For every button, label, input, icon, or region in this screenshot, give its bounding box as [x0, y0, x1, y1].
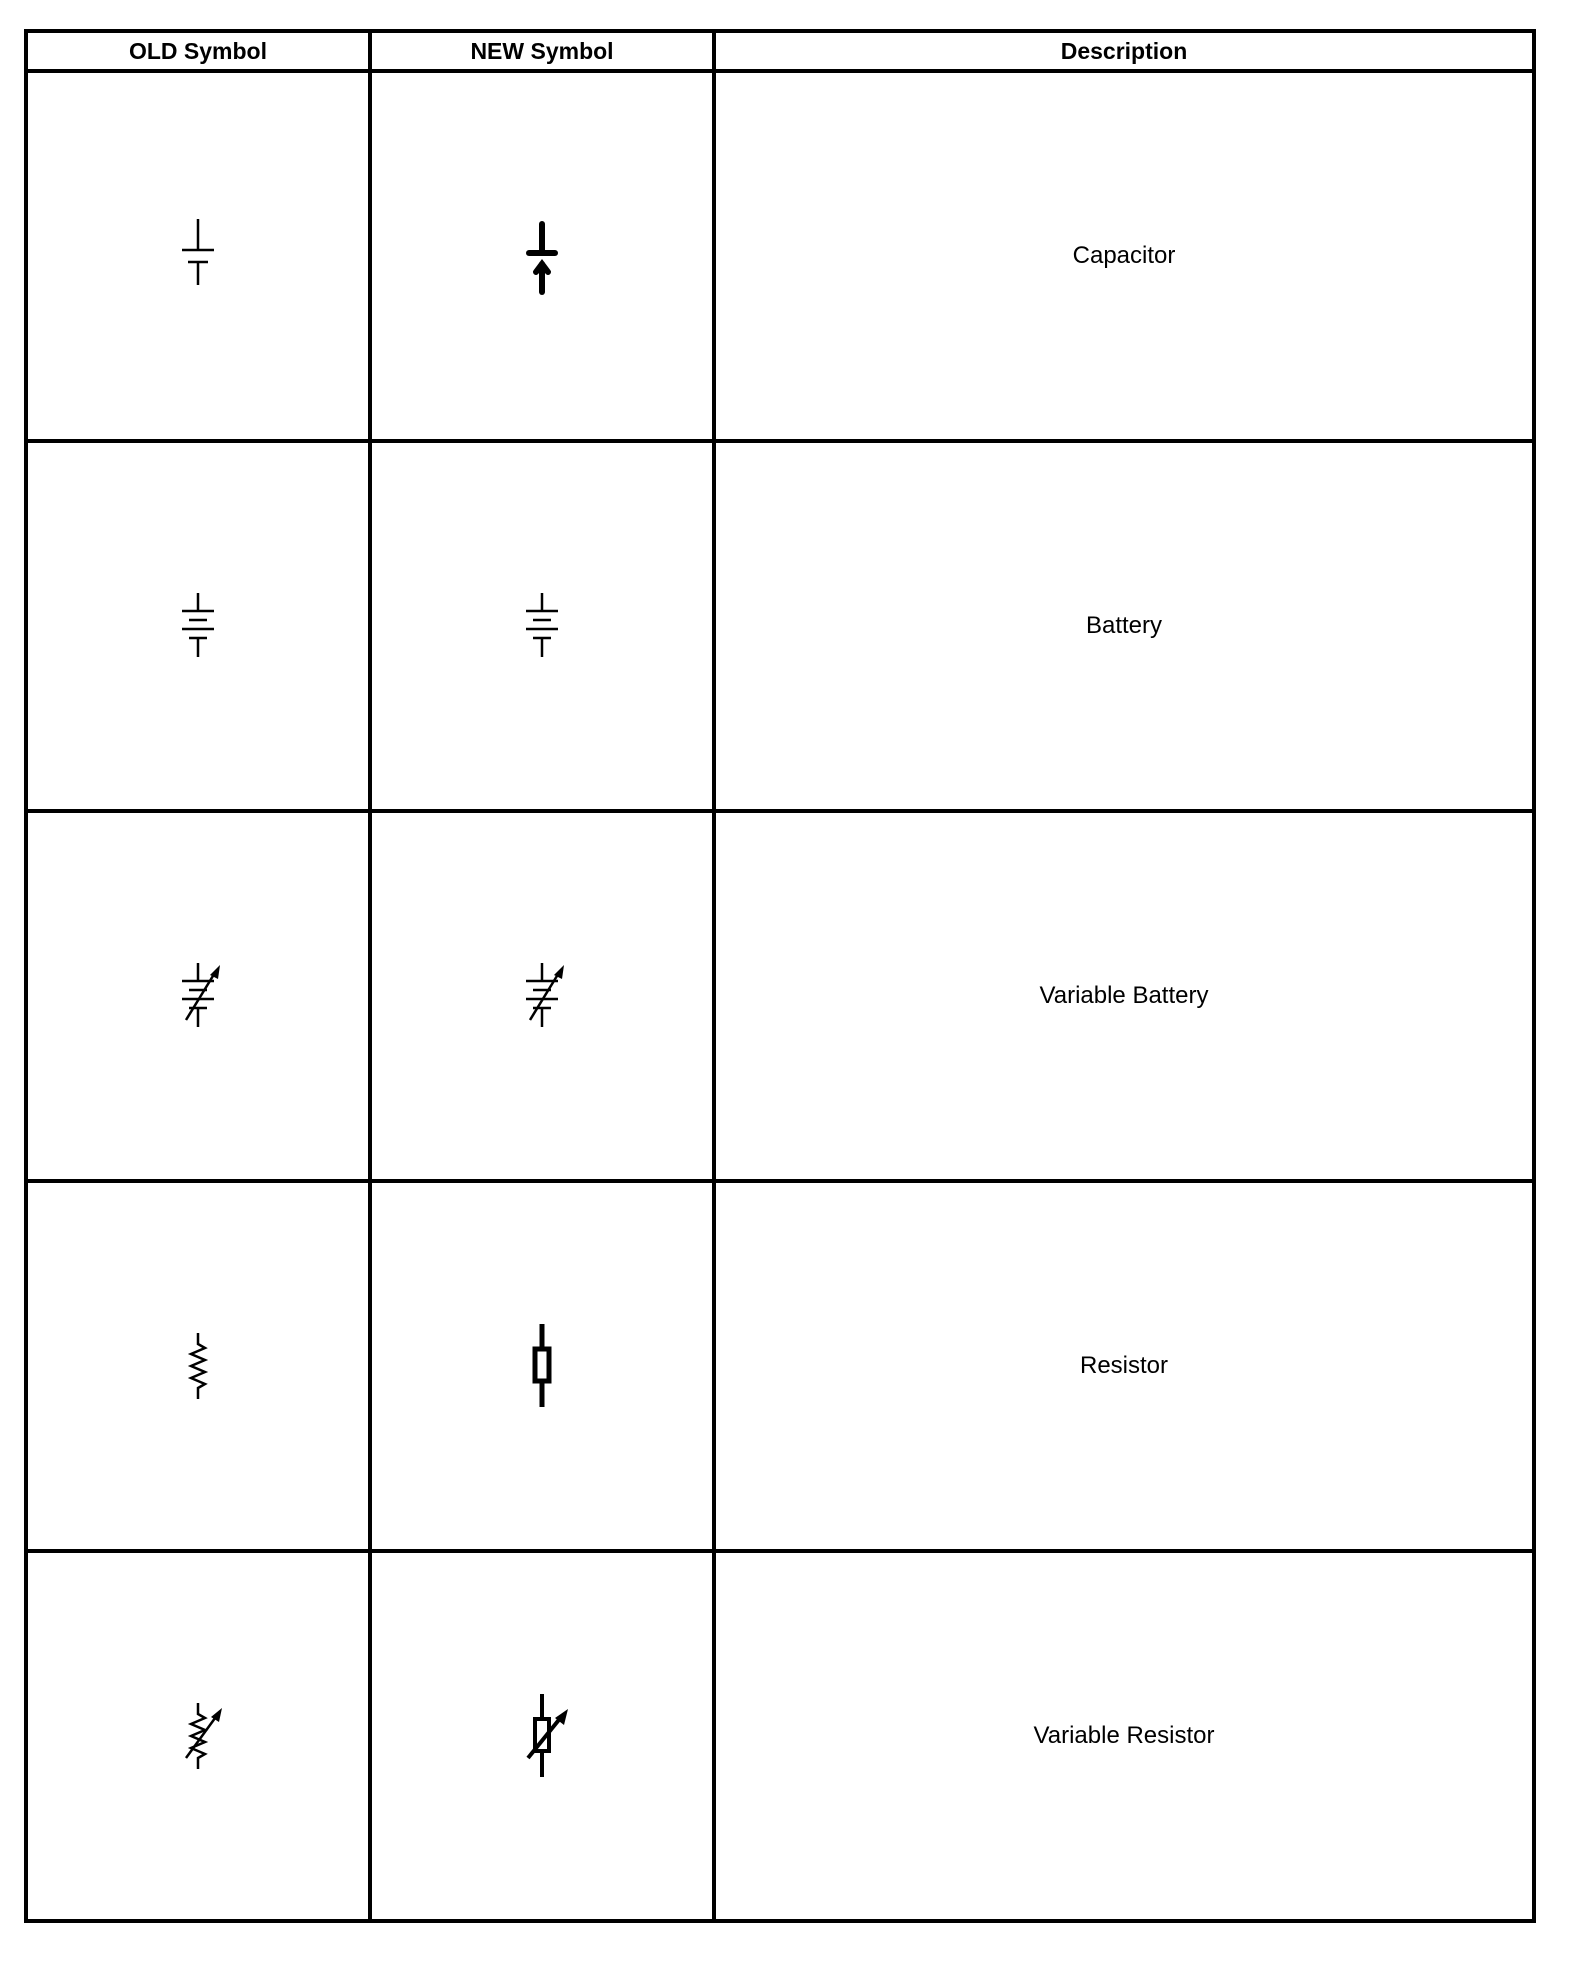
- variable-resistor-old-icon: [168, 1696, 228, 1776]
- resistor-new-icon: [512, 1321, 572, 1411]
- table-row: [26, 441, 1534, 811]
- header-description: Description: [714, 31, 1534, 71]
- variable-battery-new-icon: [512, 956, 572, 1036]
- symbol-table: [24, 29, 1536, 1923]
- old-symbol-cell: [26, 1181, 370, 1551]
- new-symbol-cell: [370, 1551, 714, 1921]
- header-new-symbol: NEW Symbol: [370, 31, 714, 71]
- new-symbol-cell: [370, 1181, 714, 1551]
- old-symbol-cell: [26, 811, 370, 1181]
- description-cell: Capacitor: [714, 71, 1534, 441]
- table-row: [26, 71, 1534, 441]
- description-cell: Variable Battery: [714, 811, 1534, 1181]
- battery-new-icon: [512, 586, 572, 666]
- resistor-old-icon: [168, 1326, 228, 1406]
- new-symbol-cell: [370, 71, 714, 441]
- capacitor-new-icon: [512, 216, 572, 296]
- new-symbol-cell: [370, 441, 714, 811]
- table-row: [26, 1181, 1534, 1551]
- variable-battery-old-icon: [168, 956, 228, 1036]
- old-symbol-cell: [26, 441, 370, 811]
- header-old-symbol: OLD Symbol: [26, 31, 370, 71]
- table-row: [26, 1551, 1534, 1921]
- description-cell: Resistor: [714, 1181, 1534, 1551]
- battery-old-icon: [168, 586, 228, 666]
- old-symbol-cell: [26, 1551, 370, 1921]
- symbol-table-sheet: [24, 29, 1532, 1944]
- old-symbol-cell: [26, 71, 370, 441]
- header-row: [26, 31, 1534, 71]
- table-row: [26, 811, 1534, 1181]
- new-symbol-cell: [370, 811, 714, 1181]
- capacitor-old-icon: [168, 216, 228, 296]
- variable-resistor-new-icon: [512, 1691, 572, 1781]
- description-cell: Battery: [714, 441, 1534, 811]
- description-cell: Variable Resistor: [714, 1551, 1534, 1921]
